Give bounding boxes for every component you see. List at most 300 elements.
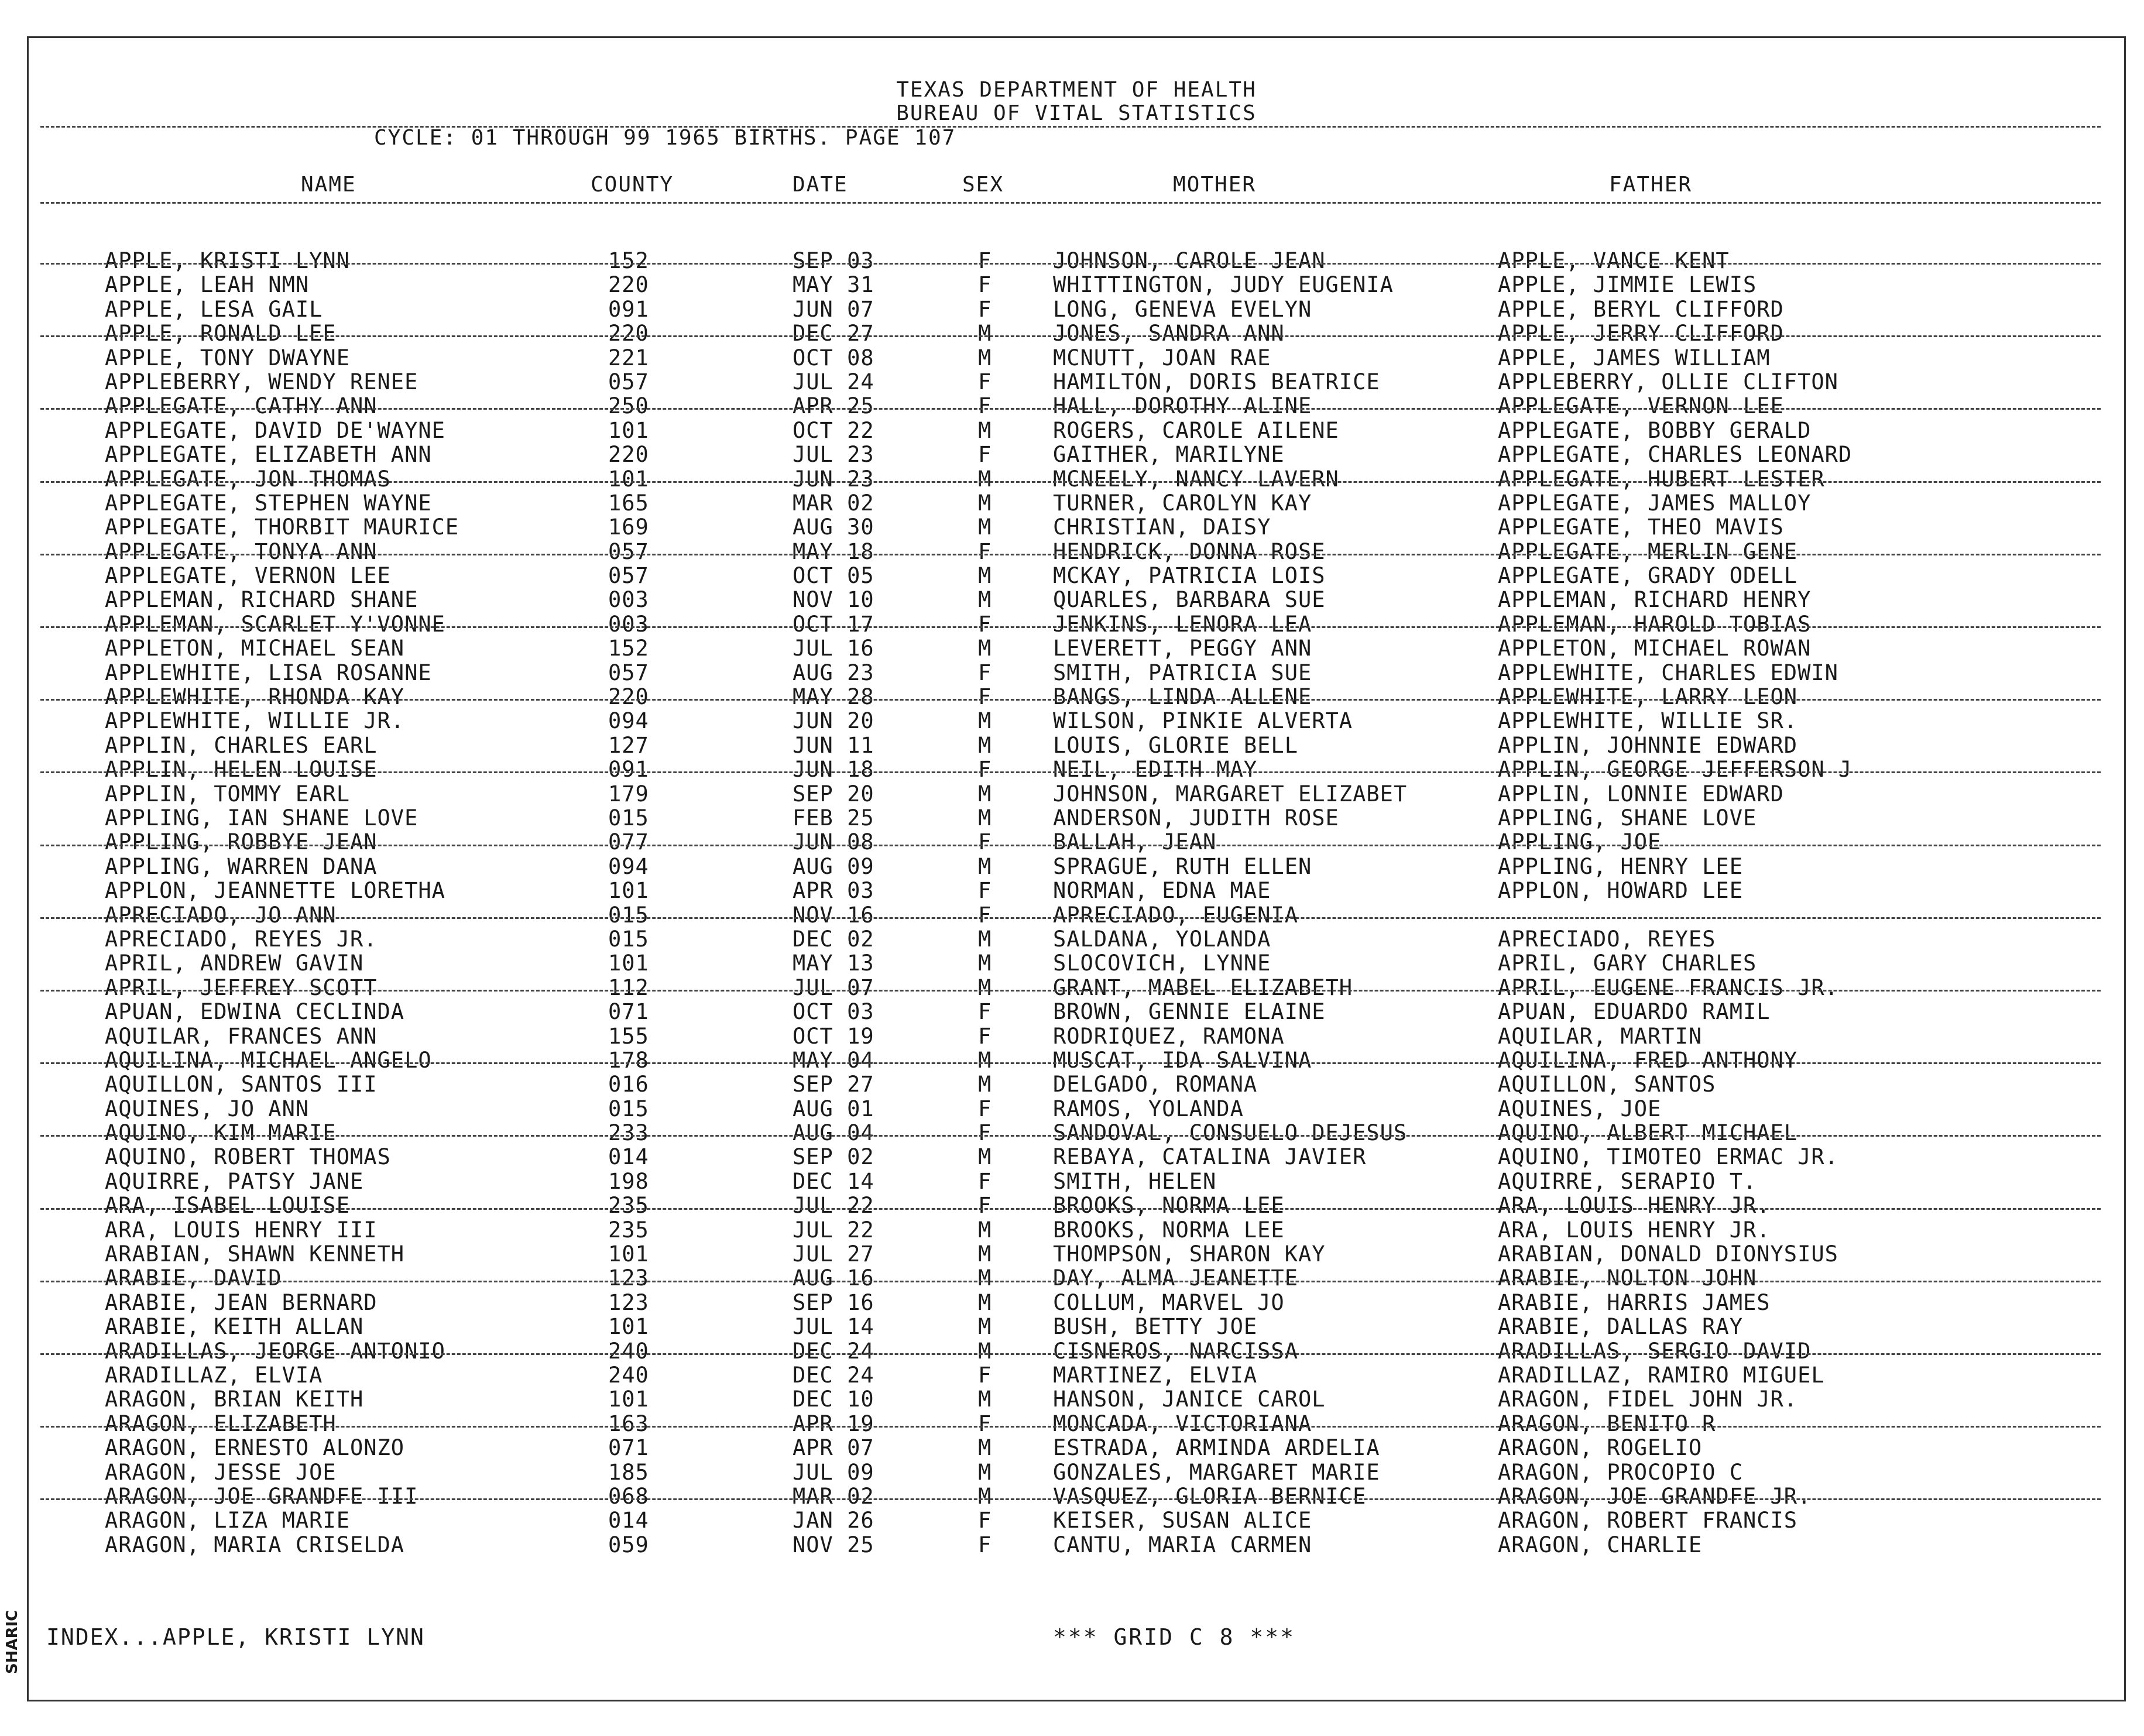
record-row: [29, 297, 2124, 321]
cell-name: APRECIADO, JO ANN: [105, 902, 337, 928]
cell-date: JUN 20: [793, 708, 874, 734]
cell-date: MAY 18: [793, 538, 874, 564]
cell-mother: GONZALES, MARGARET MARIE: [1053, 1459, 1380, 1485]
cell-name: APUAN, EDWINA CECLINDA: [105, 999, 405, 1025]
cell-county: 071: [608, 999, 649, 1025]
cell-father: APPLING, JOE: [1498, 829, 1662, 855]
cell-name: APPLE, TONY DWAYNE: [105, 345, 350, 370]
cell-name: ARAGON, BRIAN KEITH: [105, 1387, 364, 1412]
cell-father: ARAGON, ROBERT FRANCIS: [1498, 1508, 1798, 1533]
cell-sex: F: [978, 1411, 992, 1436]
cell-sex: M: [978, 926, 992, 952]
cell-date: AUG 30: [793, 514, 874, 540]
cell-name: APPLEBERRY, WENDY RENEE: [105, 369, 418, 394]
cell-county: 112: [608, 975, 649, 1000]
cell-father: APPLEGATE, THEO MAVIS: [1498, 514, 1784, 540]
cell-sex: F: [978, 611, 992, 637]
cell-father: APPLEGATE, GRADY ODELL: [1498, 563, 1798, 589]
record-row: [29, 733, 2124, 757]
record-row: [29, 418, 2124, 442]
cell-county: 015: [608, 1096, 649, 1121]
record-row: [29, 1097, 2124, 1121]
cell-mother: BANGS, LINDA ALLENE: [1053, 684, 1312, 710]
cell-sex: M: [978, 490, 992, 516]
row-divider: [40, 699, 2101, 701]
header-subtitle: BUREAU OF VITAL STATISTICS: [896, 101, 1257, 125]
cell-father: APPLEWHITE, LARRY LEON: [1498, 684, 1798, 710]
cell-county: 123: [608, 1289, 649, 1315]
cell-father: APRIL, EUGENE FRANCIS JR.: [1498, 975, 1838, 1000]
cell-father: AQUILLON, SANTOS: [1498, 1072, 1716, 1097]
cell-sex: M: [978, 1483, 992, 1509]
cell-mother: HAMILTON, DORIS BEATRICE: [1053, 369, 1380, 394]
record-row: [29, 1145, 2124, 1169]
cell-date: JUN 11: [793, 732, 874, 758]
cell-mother: CANTU, MARIA CARMEN: [1053, 1532, 1312, 1557]
cell-father: ARAGON, FIDEL JOHN JR.: [1498, 1387, 1798, 1412]
cell-sex: M: [978, 805, 992, 831]
cell-sex: M: [978, 417, 992, 443]
cell-sex: F: [978, 1120, 992, 1146]
cell-name: AQUIRRE, PATSY JANE: [105, 1168, 364, 1194]
cell-name: AQUINO, ROBERT THOMAS: [105, 1144, 391, 1170]
cell-county: 015: [608, 902, 649, 928]
cell-mother: BALLAH, JEAN: [1053, 829, 1217, 855]
cell-father: APPLEBERRY, OLLIE CLIFTON: [1498, 369, 1838, 394]
record-row: [29, 879, 2124, 903]
cell-sex: F: [978, 248, 992, 273]
cell-mother: RAMOS, YOLANDA: [1053, 1096, 1244, 1121]
cell-father: ARAGON, CHARLIE: [1498, 1532, 1703, 1557]
cell-date: OCT 05: [793, 563, 874, 589]
cell-date: MAY 13: [793, 951, 874, 976]
row-divider: [40, 1062, 2101, 1064]
cell-name: APPLEWHITE, RHONDA KAY: [105, 684, 405, 710]
record-row: [29, 467, 2124, 491]
cell-mother: MCNEELY, NANCY LAVERN: [1053, 466, 1339, 492]
cell-mother: GAITHER, MARILYNE: [1053, 442, 1285, 468]
cell-county: 220: [608, 684, 649, 710]
row-divider: [40, 263, 2101, 265]
cell-sex: M: [978, 975, 992, 1000]
cell-date: AUG 04: [793, 1120, 874, 1146]
cell-father: APPLETON, MICHAEL ROWAN: [1498, 636, 1812, 661]
cell-sex: F: [978, 442, 992, 468]
record-row: [29, 321, 2124, 345]
cell-name: APPLE, KRISTI LYNN: [105, 248, 350, 273]
cell-date: SEP 27: [793, 1072, 874, 1097]
cell-sex: F: [978, 902, 992, 928]
cell-date: JUL 22: [793, 1217, 874, 1243]
record-row: [29, 709, 2124, 733]
cell-father: ARAGON, BENITO R: [1498, 1411, 1716, 1436]
cell-name: ARA, LOUIS HENRY III: [105, 1217, 378, 1243]
row-divider: [40, 1353, 2101, 1355]
cell-date: JUN 08: [793, 829, 874, 855]
cell-date: OCT 08: [793, 345, 874, 370]
cell-name: ARABIE, DAVID: [105, 1265, 282, 1291]
cell-county: 185: [608, 1459, 649, 1485]
row-divider: [40, 554, 2101, 555]
cell-county: 101: [608, 466, 649, 492]
cell-date: MAY 28: [793, 684, 874, 710]
cell-sex: F: [978, 1168, 992, 1194]
cell-name: ARAGON, ERNESTO ALONZO: [105, 1435, 405, 1461]
cell-mother: NORMAN, EDNA MAE: [1053, 878, 1271, 904]
cell-date: DEC 14: [793, 1168, 874, 1194]
cell-sex: M: [978, 587, 992, 613]
cell-mother: BUSH, BETTY JOE: [1053, 1314, 1258, 1340]
row-divider: [40, 1498, 2101, 1500]
record-row: [29, 1436, 2124, 1460]
cell-father: ARABIE, NOLTON JOHN: [1498, 1265, 1757, 1291]
cell-county: 123: [608, 1265, 649, 1291]
row-divider: [40, 626, 2101, 628]
row-divider: [40, 917, 2101, 919]
cell-date: NOV 16: [793, 902, 874, 928]
cell-date: AUG 01: [793, 1096, 874, 1121]
cell-mother: MARTINEZ, ELVIA: [1053, 1362, 1258, 1388]
cell-date: MAR 02: [793, 490, 874, 516]
cell-county: 015: [608, 805, 649, 831]
cell-county: 101: [608, 1314, 649, 1340]
cell-county: 163: [608, 1411, 649, 1436]
cell-name: APRECIADO, REYES JR.: [105, 926, 378, 952]
cell-county: 240: [608, 1338, 649, 1364]
cell-county: 101: [608, 878, 649, 904]
cell-county: 014: [608, 1144, 649, 1170]
cell-father: APPLE, JERRY CLIFFORD: [1498, 321, 1784, 346]
cell-county: 059: [608, 1532, 649, 1557]
cell-date: JUL 27: [793, 1241, 874, 1267]
cell-name: APPLIN, HELEN LOUISE: [105, 757, 378, 783]
col-header-father: FATHER: [1609, 173, 1693, 197]
cell-name: APPLEMAN, SCARLET Y'VONNE: [105, 611, 445, 637]
cell-mother: BROWN, GENNIE ELAINE: [1053, 999, 1326, 1025]
cell-date: JUN 23: [793, 466, 874, 492]
cell-date: DEC 10: [793, 1387, 874, 1412]
record-row: [29, 1072, 2124, 1096]
record-row: [29, 1484, 2124, 1508]
cell-date: JUN 07: [793, 296, 874, 322]
cell-name: APPLEGATE, VERNON LEE: [105, 563, 391, 589]
cell-date: DEC 27: [793, 321, 874, 346]
cell-name: ARAGON, JESSE JOE: [105, 1459, 337, 1485]
cell-father: APRECIADO, REYES: [1498, 926, 1716, 952]
cell-father: ARAGON, JOE GRANDFE JR.: [1498, 1483, 1812, 1509]
cell-name: APPLETON, MICHAEL SEAN: [105, 636, 405, 661]
col-header-county: COUNTY: [591, 173, 674, 197]
record-row: [29, 249, 2124, 273]
cell-sex: F: [978, 1023, 992, 1049]
cell-date: DEC 02: [793, 926, 874, 952]
cell-date: JAN 26: [793, 1508, 874, 1533]
cell-father: ARADILLAZ, RAMIRO MIGUEL: [1498, 1362, 1825, 1388]
cell-father: APPLEWHITE, CHARLES EDWIN: [1498, 660, 1838, 685]
cell-sex: F: [978, 393, 992, 419]
cell-date: JUL 23: [793, 442, 874, 468]
cell-father: APPLEMAN, HAROLD TOBIAS: [1498, 611, 1812, 637]
cell-mother: MONCADA, VICTORIANA: [1053, 1411, 1312, 1436]
cell-name: AQUILAR, FRANCES ANN: [105, 1023, 378, 1049]
row-divider: [40, 481, 2101, 483]
cell-name: ARAGON, MARIA CRISELDA: [105, 1532, 405, 1557]
cell-sex: M: [978, 514, 992, 540]
row-divider: [40, 335, 2101, 337]
record-row: [29, 1024, 2124, 1048]
cell-mother: WHITTINGTON, JUDY EUGENIA: [1053, 272, 1394, 298]
record-row: [29, 1533, 2124, 1557]
cell-mother: MCKAY, PATRICIA LOIS: [1053, 563, 1326, 589]
record-row: [29, 1242, 2124, 1266]
cell-mother: HENDRICK, DONNA ROSE: [1053, 538, 1326, 564]
cell-mother: ROGERS, CAROLE AILENE: [1053, 417, 1339, 443]
cell-county: 250: [608, 393, 649, 419]
record-row: [29, 1000, 2124, 1024]
cell-county: 057: [608, 563, 649, 589]
index-footer: INDEX...APPLE, KRISTI LYNN: [46, 1624, 425, 1650]
record-row: [29, 588, 2124, 612]
record-row: [29, 394, 2124, 418]
cell-mother: SLOCOVICH, LYNNE: [1053, 951, 1271, 976]
record-row: [29, 685, 2124, 709]
cell-mother: DAY, ALMA JEANETTE: [1053, 1265, 1298, 1291]
cell-sex: M: [978, 1217, 992, 1243]
record-row: [29, 1363, 2124, 1387]
cell-sex: M: [978, 708, 992, 734]
header-title: TEXAS DEPARTMENT OF HEALTH: [896, 78, 1257, 102]
cell-date: OCT 19: [793, 1023, 874, 1049]
cell-mother: SANDOVAL, CONSUELO DEJESUS: [1053, 1120, 1408, 1146]
cell-mother: KEISER, SUSAN ALICE: [1053, 1508, 1312, 1533]
record-row: [29, 1460, 2124, 1484]
cell-county: 003: [608, 587, 649, 613]
cell-father: APUAN, EDUARDO RAMIL: [1498, 999, 1771, 1025]
cell-mother: THOMPSON, SHARON KAY: [1053, 1241, 1326, 1267]
cell-mother: QUARLES, BARBARA SUE: [1053, 587, 1326, 613]
cell-date: SEP 20: [793, 781, 874, 807]
cell-name: APPLEGATE, TONYA ANN: [105, 538, 378, 564]
cell-sex: F: [978, 1508, 992, 1533]
cell-mother: SMITH, PATRICIA SUE: [1053, 660, 1312, 685]
record-row: [29, 830, 2124, 854]
cell-father: AQUILAR, MARTIN: [1498, 1023, 1703, 1049]
record-row: [29, 1508, 2124, 1532]
cell-county: 068: [608, 1483, 649, 1509]
cell-name: APPLING, IAN SHANE LOVE: [105, 805, 418, 831]
cell-father: ARABIE, HARRIS JAMES: [1498, 1289, 1771, 1315]
cell-county: 152: [608, 636, 649, 661]
cell-mother: JENKINS, LENORA LEA: [1053, 611, 1312, 637]
record-row: [29, 757, 2124, 781]
cell-date: APR 03: [793, 878, 874, 904]
cell-date: JUN 18: [793, 757, 874, 783]
cell-sex: M: [978, 951, 992, 976]
record-row: [29, 636, 2124, 660]
cell-date: JUL 14: [793, 1314, 874, 1340]
cell-mother: APRECIADO, EUGENIA: [1053, 902, 1298, 928]
cell-sex: F: [978, 660, 992, 685]
cell-father: APPLEGATE, JAMES MALLOY: [1498, 490, 1812, 516]
side-tag: SHARIC: [4, 1610, 21, 1674]
cell-mother: RODRIQUEZ, RAMONA: [1053, 1023, 1285, 1049]
cell-father: APPLING, HENRY LEE: [1498, 853, 1743, 879]
cell-mother: LOUIS, GLORIE BELL: [1053, 732, 1298, 758]
cell-father: AQUINO, TIMOTEO ERMAC JR.: [1498, 1144, 1838, 1170]
cell-date: JUL 07: [793, 975, 874, 1000]
record-row: [29, 1121, 2124, 1145]
cell-father: APPLING, SHANE LOVE: [1498, 805, 1757, 831]
cell-name: APPLING, WARREN DANA: [105, 853, 378, 879]
cell-father: APPLEWHITE, WILLIE SR.: [1498, 708, 1798, 734]
record-row: [29, 346, 2124, 370]
cell-sex: M: [978, 345, 992, 370]
cell-name: ARADILLAZ, ELVIA: [105, 1362, 323, 1388]
cell-father: ARA, LOUIS HENRY JR.: [1498, 1193, 1771, 1219]
cell-mother: ANDERSON, JUDITH ROSE: [1053, 805, 1339, 831]
cell-county: 015: [608, 926, 649, 952]
cell-date: JUL 24: [793, 369, 874, 394]
cell-county: 094: [608, 708, 649, 734]
cell-father: APPLIN, LONNIE EDWARD: [1498, 781, 1784, 807]
row-divider: [40, 408, 2101, 410]
cell-sex: F: [978, 1532, 992, 1557]
cell-mother: MUSCAT, IDA SALVINA: [1053, 1047, 1312, 1073]
cell-name: AQUILLON, SANTOS III: [105, 1072, 378, 1097]
cell-date: SEP 02: [793, 1144, 874, 1170]
cell-name: APPLEWHITE, WILLIE JR.: [105, 708, 405, 734]
col-header-name: NAME: [301, 173, 356, 197]
cell-name: APRIL, JEFFREY SCOTT: [105, 975, 378, 1000]
cell-name: APPLEGATE, DAVID DE'WAYNE: [105, 417, 445, 443]
cycle-info: CYCLE: 01 THROUGH 99 1965 BIRTHS. PAGE 107: [374, 126, 956, 150]
cell-mother: JOHNSON, MARGARET ELIZABET: [1053, 781, 1408, 807]
cell-county: 220: [608, 321, 649, 346]
cell-father: APPLEGATE, CHARLES LEONARD: [1498, 442, 1853, 468]
cell-father: ARAGON, ROGELIO: [1498, 1435, 1703, 1461]
cell-father: APPLEGATE, VERNON LEE: [1498, 393, 1784, 419]
cell-name: AQUINO, KIM MARIE: [105, 1120, 337, 1146]
cell-name: APPLEGATE, THORBIT MAURICE: [105, 514, 459, 540]
cell-sex: F: [978, 684, 992, 710]
cell-mother: NEIL, EDITH MAY: [1053, 757, 1258, 783]
record-row: [29, 1412, 2124, 1436]
cell-sex: F: [978, 999, 992, 1025]
row-divider: [40, 1135, 2101, 1137]
record-row: [29, 491, 2124, 515]
row-divider: [40, 1281, 2101, 1282]
cell-sex: M: [978, 466, 992, 492]
cell-name: ARADILLAS, JEORGE ANTONIO: [105, 1338, 445, 1364]
cell-date: DEC 24: [793, 1338, 874, 1364]
cell-sex: F: [978, 272, 992, 298]
record-row: [29, 1048, 2124, 1072]
cell-county: 198: [608, 1168, 649, 1194]
cell-mother: TURNER, CAROLYN KAY: [1053, 490, 1312, 516]
cell-county: 077: [608, 829, 649, 855]
cell-name: APPLEGATE, JON THOMAS: [105, 466, 391, 492]
cell-name: ARAGON, JOE GRANDFE III: [105, 1483, 418, 1509]
cell-sex: M: [978, 1241, 992, 1267]
cell-father: AQUIRRE, SERAPIO T.: [1498, 1168, 1757, 1194]
cell-county: 220: [608, 442, 649, 468]
cell-county: 091: [608, 757, 649, 783]
header-divider: [40, 126, 2101, 128]
cell-name: AQUINES, JO ANN: [105, 1096, 310, 1121]
cell-mother: LONG, GENEVA EVELYN: [1053, 296, 1312, 322]
cell-sex: M: [978, 1289, 992, 1315]
cell-father: APPLE, BERYL CLIFFORD: [1498, 296, 1784, 322]
cell-name: APPLIN, CHARLES EARL: [105, 732, 378, 758]
cell-name: APPLEMAN, RICHARD SHANE: [105, 587, 418, 613]
cell-date: SEP 03: [793, 248, 874, 273]
record-row: [29, 1315, 2124, 1339]
cell-father: APPLEGATE, MERLIN GENE: [1498, 538, 1798, 564]
cell-father: APRIL, GARY CHARLES: [1498, 951, 1757, 976]
cell-sex: F: [978, 1096, 992, 1121]
cell-date: AUG 23: [793, 660, 874, 685]
cell-mother: GRANT, MABEL ELIZABETH: [1053, 975, 1353, 1000]
cell-father: ARABIAN, DONALD DIONYSIUS: [1498, 1241, 1838, 1267]
cell-sex: M: [978, 732, 992, 758]
record-row: [29, 1387, 2124, 1411]
cell-date: NOV 25: [793, 1532, 874, 1557]
cell-mother: JOHNSON, CAROLE JEAN: [1053, 248, 1326, 273]
cell-mother: JONES, SANDRA ANN: [1053, 321, 1285, 346]
grid-footer: *** GRID C 8 ***: [1053, 1624, 1296, 1650]
cell-county: 221: [608, 345, 649, 370]
cell-sex: F: [978, 369, 992, 394]
cell-sex: M: [978, 563, 992, 589]
cell-date: APR 19: [793, 1411, 874, 1436]
cell-county: 057: [608, 660, 649, 685]
cell-county: 014: [608, 1508, 649, 1533]
cell-county: 003: [608, 611, 649, 637]
cell-date: OCT 22: [793, 417, 874, 443]
cell-sex: M: [978, 636, 992, 661]
record-row: [29, 855, 2124, 879]
row-divider: [40, 990, 2101, 991]
record-row: [29, 564, 2124, 588]
cell-name: AQUILINA, MICHAEL ANGELO: [105, 1047, 432, 1073]
cell-date: JUL 09: [793, 1459, 874, 1485]
cell-sex: M: [978, 1047, 992, 1073]
cell-name: ARA, ISABEL LOUISE: [105, 1193, 350, 1219]
cell-sex: M: [978, 1072, 992, 1097]
cell-county: 101: [608, 1241, 649, 1267]
cell-father: APPLEGATE, BOBBY GERALD: [1498, 417, 1812, 443]
cell-date: DEC 24: [793, 1362, 874, 1388]
cell-county: 178: [608, 1047, 649, 1073]
cell-county: 094: [608, 853, 649, 879]
cell-sex: M: [978, 853, 992, 879]
cell-name: APRIL, ANDREW GAVIN: [105, 951, 364, 976]
record-row: [29, 540, 2124, 564]
cell-mother: BROOKS, NORMA LEE: [1053, 1193, 1285, 1219]
cell-father: APPLIN, GEORGE JEFFERSON J: [1498, 757, 1853, 783]
cell-father: ARAGON, PROCOPIO C: [1498, 1459, 1743, 1485]
cell-name: APPLE, LESA GAIL: [105, 296, 323, 322]
cell-father: AQUILINA, FRED ANTHONY: [1498, 1047, 1798, 1073]
cell-name: ARAGON, LIZA MARIE: [105, 1508, 350, 1533]
cell-county: 057: [608, 369, 649, 394]
record-row: [29, 1291, 2124, 1315]
cell-mother: SALDANA, YOLANDA: [1053, 926, 1271, 952]
cell-date: APR 25: [793, 393, 874, 419]
cell-county: 016: [608, 1072, 649, 1097]
cell-father: ARA, LOUIS HENRY JR.: [1498, 1217, 1771, 1243]
cell-county: 235: [608, 1193, 649, 1219]
